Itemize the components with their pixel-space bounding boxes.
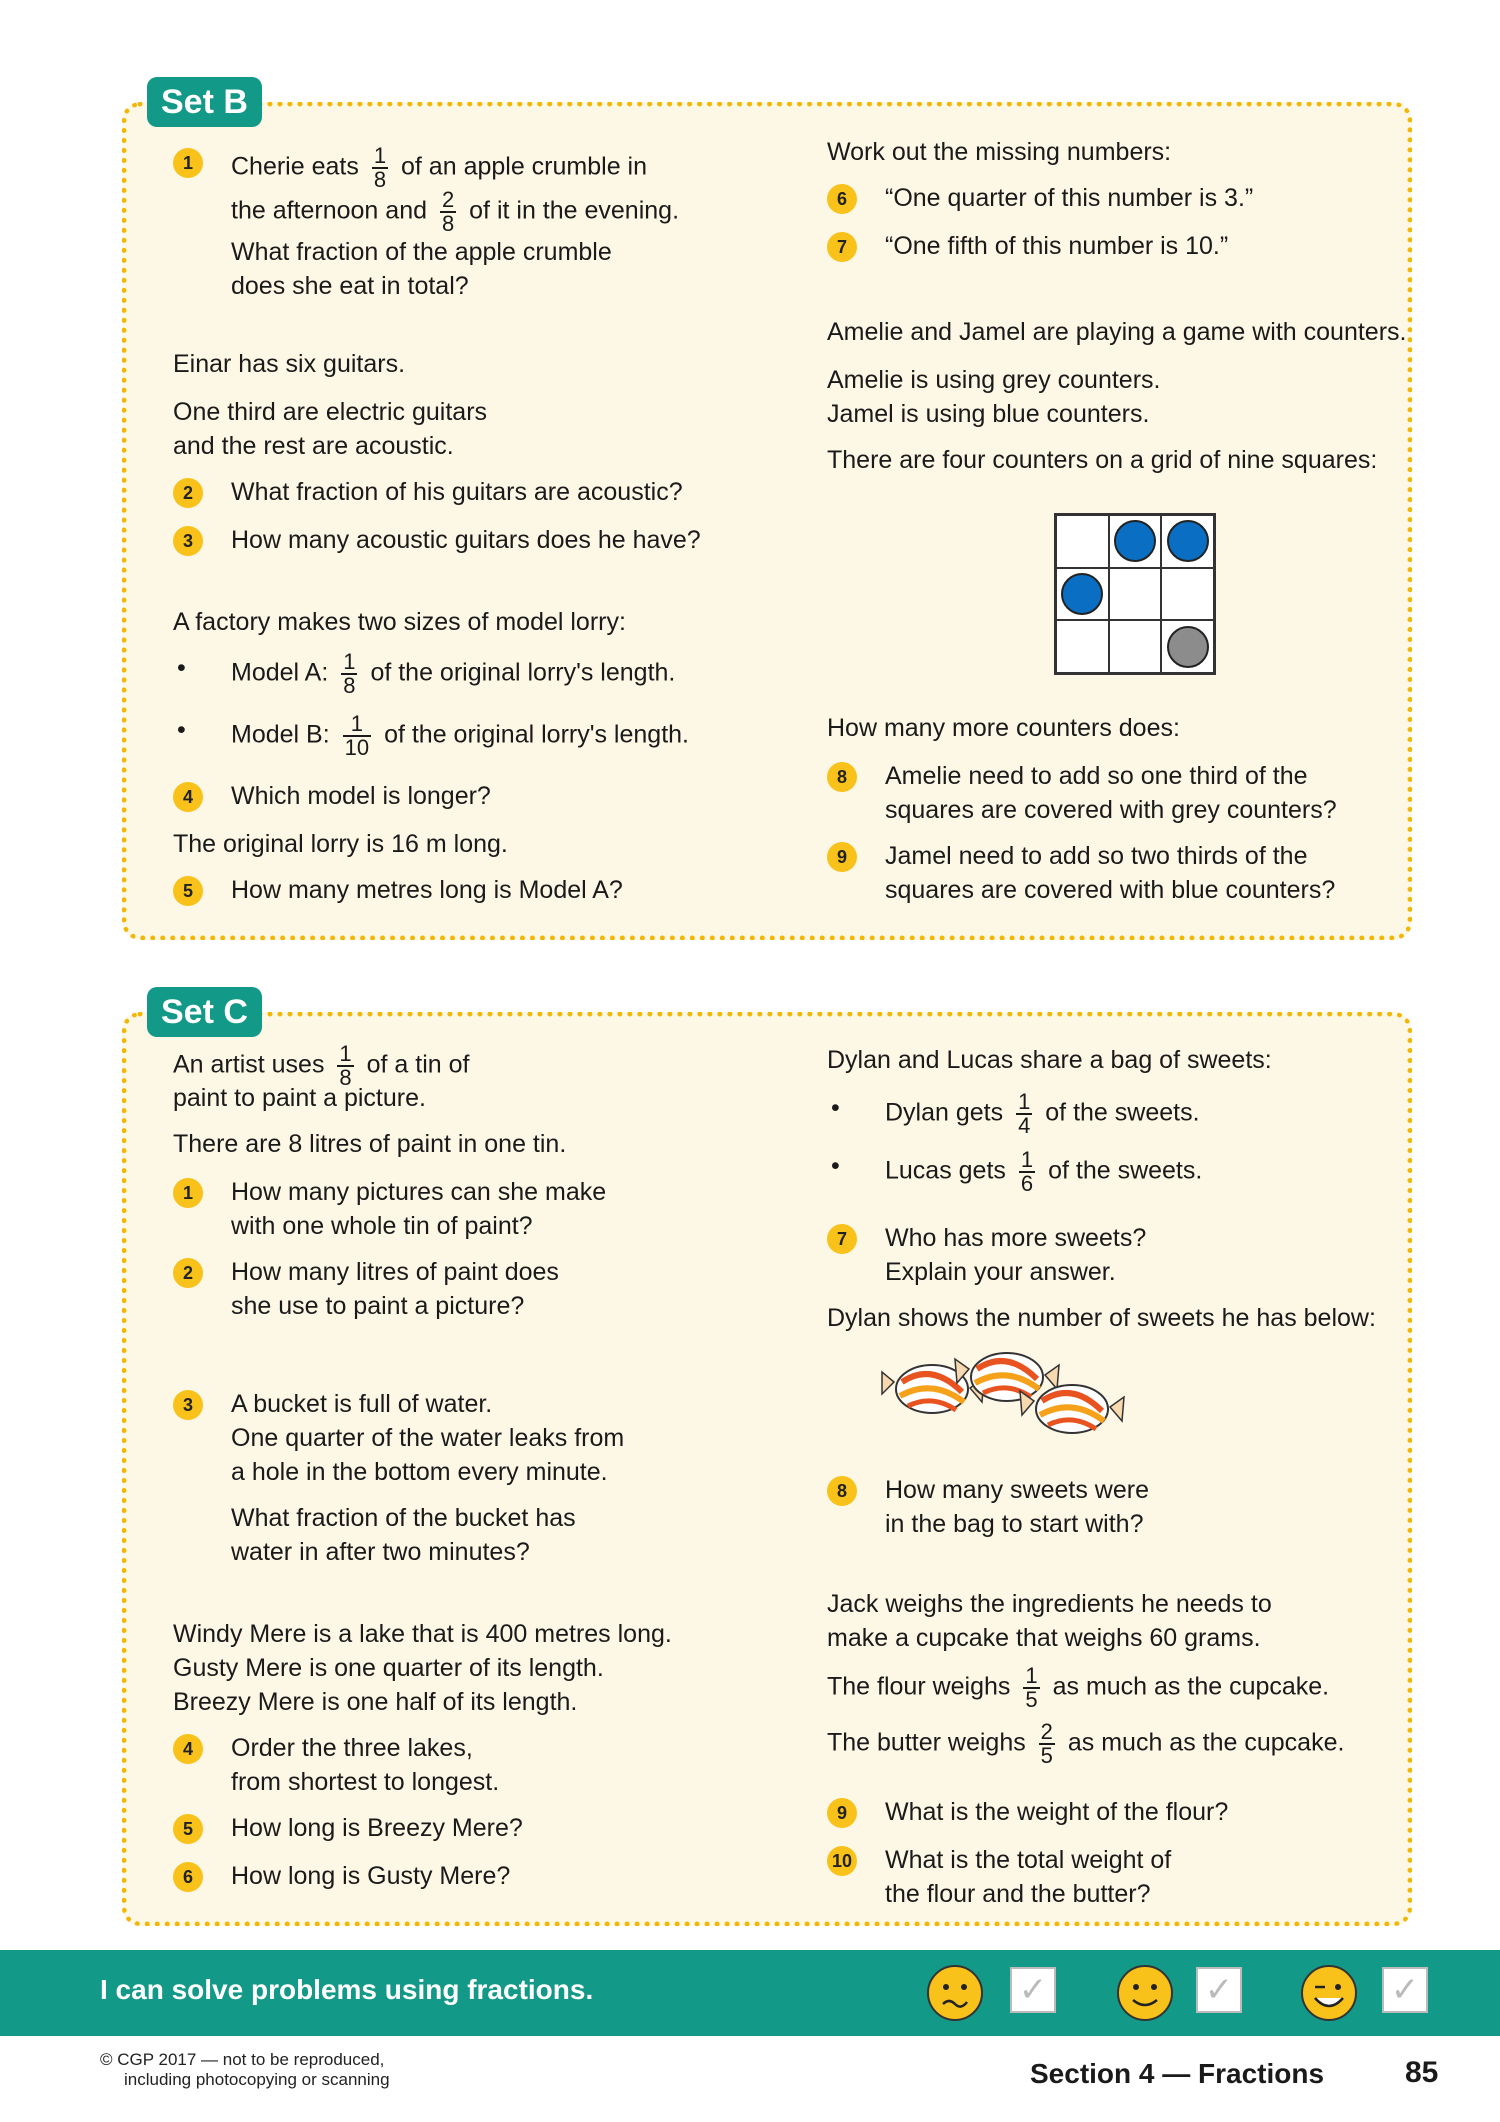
text: What is the total weight of bbox=[885, 1846, 1172, 1874]
set-c-q10 bbox=[827, 1843, 1407, 1877]
artist-litres: There are 8 litres of paint in one tin. bbox=[173, 1130, 567, 1158]
tick-box-confident[interactable] bbox=[1382, 1967, 1428, 2013]
set-b-q5 bbox=[173, 873, 773, 907]
text: of an apple crumble in bbox=[401, 152, 647, 181]
text: Dylan gets bbox=[885, 1098, 1004, 1127]
set-b-q8 bbox=[827, 759, 1407, 793]
section-title: Section 4 — Fractions bbox=[1030, 2058, 1325, 2089]
set-c-q3-line2: One quarter of the water leaks from bbox=[231, 1424, 625, 1452]
denominator: 5 bbox=[1040, 1743, 1053, 1768]
numerator: 1 bbox=[1025, 1663, 1038, 1688]
lorry-intro: A factory makes two sizes of model lorry: bbox=[173, 608, 626, 636]
grid-cell bbox=[1161, 620, 1214, 673]
set-b-q6 bbox=[827, 181, 1407, 215]
sweets-intro: Dylan and Lucas share a bag of sweets: bbox=[827, 1046, 1272, 1074]
set-c-right-column bbox=[827, 1017, 1407, 1921]
tick-icon: ✓ bbox=[1018, 1971, 1048, 2009]
text: What is the weight of the flour? bbox=[885, 1798, 1229, 1826]
question-number: 4 bbox=[173, 782, 203, 812]
grid-cell bbox=[1161, 515, 1214, 568]
text: of a tin of bbox=[366, 1050, 470, 1079]
jack-line2: make a cupcake that weighs 60 grams. bbox=[827, 1624, 1261, 1652]
numerator: 1 bbox=[343, 649, 356, 674]
jack-line1: Jack weighs the ingredients he needs to bbox=[827, 1590, 1272, 1618]
set-b-left-column bbox=[173, 107, 773, 935]
text: “One fifth of this number is 10.” bbox=[885, 232, 1229, 260]
set-b-q1-line2 bbox=[173, 189, 773, 235]
question-number: 1 bbox=[173, 1178, 203, 1208]
set-b-q9 bbox=[827, 839, 1407, 873]
guitars-intro: Einar has six guitars. bbox=[173, 350, 406, 378]
set-c-q2-line2: she use to paint a picture? bbox=[231, 1292, 525, 1320]
set-c-q4-line2: from shortest to longest. bbox=[231, 1768, 500, 1796]
text: Who has more sweets? bbox=[885, 1224, 1147, 1252]
set-b-q8-line2: squares are covered with grey counters? bbox=[885, 796, 1337, 824]
set-c-panel bbox=[122, 993, 1412, 1926]
set-b-q4 bbox=[173, 779, 773, 813]
dylan-shows: Dylan shows the number of sweets he has below: bbox=[827, 1304, 1376, 1332]
winking-face-icon[interactable] bbox=[1300, 1964, 1358, 2022]
set-c-q10-line2: the flour and the butter? bbox=[885, 1880, 1151, 1908]
text: of it in the evening. bbox=[469, 196, 680, 225]
text: The butter weighs bbox=[827, 1728, 1026, 1757]
how-many-more: How many more counters does: bbox=[827, 714, 1180, 742]
sweets-lucas bbox=[827, 1149, 1407, 1195]
question-number: 8 bbox=[827, 762, 857, 792]
sweets-dylan bbox=[827, 1091, 1407, 1137]
text: Order the three lakes, bbox=[231, 1734, 473, 1762]
set-c-q7 bbox=[827, 1221, 1407, 1255]
denominator: 5 bbox=[1025, 1687, 1038, 1712]
numerator: 1 bbox=[373, 143, 387, 168]
copyright-line2: including photocopying or scanning bbox=[124, 2070, 390, 2089]
flour-weighs bbox=[827, 1665, 1407, 1711]
question-number: 5 bbox=[173, 1814, 203, 1844]
self-assessment-bar bbox=[0, 1950, 1500, 2036]
tick-icon: ✓ bbox=[1204, 1971, 1234, 2009]
fraction bbox=[1019, 1149, 1035, 1195]
lorry-model-b bbox=[173, 713, 773, 759]
grid-cell bbox=[1109, 515, 1162, 568]
set-b-q9-line2: squares are covered with blue counters? bbox=[885, 876, 1336, 904]
question-number: 6 bbox=[173, 1862, 203, 1892]
text: Jamel need to add so two thirds of the bbox=[885, 842, 1308, 870]
bullet: • bbox=[831, 1152, 840, 1180]
artist-line2: paint to paint a picture. bbox=[173, 1084, 426, 1112]
set-c-q2 bbox=[173, 1255, 773, 1289]
set-b-q2 bbox=[173, 475, 773, 509]
set-c-q1 bbox=[173, 1175, 773, 1209]
set-b-label: Set B bbox=[147, 77, 262, 127]
set-c-q8 bbox=[827, 1473, 1407, 1507]
guitars-line2: and the rest are acoustic. bbox=[173, 432, 454, 460]
blue-counter bbox=[1114, 520, 1156, 562]
set-b-q1 bbox=[173, 145, 773, 191]
numerator: 1 bbox=[1020, 1147, 1034, 1172]
grid-cell bbox=[1161, 568, 1214, 621]
text: as much as the cupcake. bbox=[1067, 1728, 1345, 1757]
bullet: • bbox=[177, 716, 186, 744]
question-number: 2 bbox=[173, 478, 203, 508]
question-number: 6 bbox=[827, 184, 857, 214]
set-b-q1-line3: What fraction of the apple crumble bbox=[231, 238, 612, 266]
question-number: 3 bbox=[173, 526, 203, 556]
set-c-q3-line5: water in after two minutes? bbox=[231, 1538, 530, 1566]
text: A bucket is full of water. bbox=[231, 1390, 493, 1418]
sweets-illustration bbox=[877, 1347, 1137, 1447]
page-number: 85 bbox=[1405, 2056, 1439, 2089]
game-line4: There are four counters on a grid of nine squares: bbox=[827, 446, 1378, 474]
denominator: 8 bbox=[441, 211, 455, 236]
text: How long is Breezy Mere? bbox=[231, 1814, 523, 1842]
tick-box-unsure[interactable] bbox=[1010, 1967, 1056, 2013]
set-c-q3-line4: What fraction of the bucket has bbox=[231, 1504, 576, 1532]
game-line1: Amelie and Jamel are playing a game with counters. bbox=[827, 318, 1407, 346]
missing-numbers: Work out the missing numbers: bbox=[827, 138, 1172, 166]
text: “One quarter of this number is 3.” bbox=[885, 184, 1254, 212]
numerator: 1 bbox=[339, 1041, 352, 1066]
set-c-q9 bbox=[827, 1795, 1407, 1829]
set-c-q8-line2: in the bag to start with? bbox=[885, 1510, 1144, 1538]
text: How many litres of paint does bbox=[231, 1258, 559, 1286]
denominator: 6 bbox=[1020, 1171, 1034, 1196]
self-assessment-statement: I can solve problems using fractions. bbox=[100, 1974, 594, 2005]
numerator: 2 bbox=[441, 187, 455, 212]
butter-weighs bbox=[827, 1721, 1407, 1767]
fraction bbox=[1016, 1091, 1032, 1137]
set-c-q3 bbox=[173, 1387, 773, 1421]
fraction bbox=[1023, 1665, 1039, 1711]
game-line2: Amelie is using grey counters. bbox=[827, 366, 1161, 394]
text: Cherie eats bbox=[231, 152, 359, 181]
grid-cell bbox=[1056, 568, 1109, 621]
fraction bbox=[1039, 1721, 1055, 1767]
question-number: 2 bbox=[173, 1258, 203, 1288]
happy-face-icon[interactable] bbox=[1116, 1964, 1174, 2022]
text: How long is Gusty Mere? bbox=[231, 1862, 511, 1890]
lakes-line1: Windy Mere is a lake that is 400 metres long. bbox=[173, 1620, 672, 1648]
numerator: 1 bbox=[343, 713, 371, 737]
set-b-q7 bbox=[827, 229, 1407, 263]
text: How many pictures can she make bbox=[231, 1178, 607, 1206]
text: An artist uses bbox=[173, 1050, 325, 1079]
text: as much as the cupcake. bbox=[1052, 1672, 1330, 1701]
tick-icon: ✓ bbox=[1390, 1971, 1420, 2009]
text: the afternoon and bbox=[231, 196, 427, 225]
set-c-q3-line3: a hole in the bottom every minute. bbox=[231, 1458, 608, 1486]
text: Lucas gets bbox=[885, 1156, 1006, 1185]
set-c-left-column bbox=[173, 1017, 773, 1921]
question-number: 5 bbox=[173, 876, 203, 906]
numerator: 2 bbox=[1040, 1719, 1053, 1744]
text: What fraction of his guitars are acoustic? bbox=[231, 478, 683, 506]
question-number: 9 bbox=[827, 842, 857, 872]
denominator: 10 bbox=[344, 735, 370, 760]
lorry-model-a bbox=[173, 651, 773, 697]
blue-counter bbox=[1167, 520, 1209, 562]
question-number: 1 bbox=[173, 148, 203, 178]
text: of the original lorry's length. bbox=[370, 658, 676, 687]
denominator: 8 bbox=[339, 1065, 352, 1090]
tick-box-happy[interactable] bbox=[1196, 1967, 1242, 2013]
original-lorry: The original lorry is 16 m long. bbox=[173, 830, 508, 858]
set-b-right-column bbox=[827, 107, 1407, 935]
grid-cell bbox=[1109, 568, 1162, 621]
text: Model A: bbox=[231, 658, 329, 687]
set-c-q5 bbox=[173, 1811, 773, 1845]
lakes-line3: Breezy Mere is one half of its length. bbox=[173, 1688, 578, 1716]
fraction bbox=[343, 713, 371, 759]
bullet: • bbox=[831, 1094, 840, 1122]
question-number: 7 bbox=[827, 1224, 857, 1254]
text: of the sweets. bbox=[1048, 1156, 1203, 1185]
denominator: 8 bbox=[343, 673, 356, 698]
guitars-line1: One third are electric guitars bbox=[173, 398, 488, 426]
question-number: 3 bbox=[173, 1390, 203, 1420]
text: The flour weighs bbox=[827, 1672, 1011, 1701]
text: of the sweets. bbox=[1045, 1098, 1200, 1127]
fraction bbox=[372, 145, 388, 191]
lakes-line2: Gusty Mere is one quarter of its length. bbox=[173, 1654, 604, 1682]
set-c-q6 bbox=[173, 1859, 773, 1893]
text: Amelie need to add so one third of the bbox=[885, 762, 1308, 790]
text: How many acoustic guitars does he have? bbox=[231, 526, 701, 554]
text: How many sweets were bbox=[885, 1476, 1149, 1504]
text: of the original lorry's length. bbox=[384, 720, 689, 749]
denominator: 8 bbox=[373, 167, 387, 192]
set-b-panel bbox=[122, 83, 1412, 940]
numerator: 1 bbox=[1018, 1089, 1031, 1114]
text: Which model is longer? bbox=[231, 782, 491, 810]
copyright-line1: © CGP 2017 — not to be reproduced, bbox=[100, 2050, 385, 2069]
game-line3: Jamel is using blue counters. bbox=[827, 400, 1150, 428]
question-number: 9 bbox=[827, 1798, 857, 1828]
grid-cell bbox=[1056, 620, 1109, 673]
question-number: 10 bbox=[827, 1846, 857, 1876]
denominator: 4 bbox=[1018, 1113, 1031, 1138]
sweet-icon bbox=[882, 1365, 984, 1413]
text: Model B: bbox=[231, 720, 330, 749]
set-c-q7-line2: Explain your answer. bbox=[885, 1258, 1116, 1286]
set-b-q1-line4: does she eat in total? bbox=[231, 272, 469, 300]
text: How many metres long is Model A? bbox=[231, 876, 623, 904]
counter-grid bbox=[1054, 513, 1216, 675]
question-number: 8 bbox=[827, 1476, 857, 1506]
set-c-q4 bbox=[173, 1731, 773, 1765]
copyright-notice bbox=[100, 2050, 390, 2090]
fraction bbox=[440, 189, 456, 235]
grid-cell bbox=[1109, 620, 1162, 673]
unsure-face-icon[interactable] bbox=[926, 1964, 984, 2022]
blue-counter bbox=[1061, 573, 1103, 615]
question-number: 7 bbox=[827, 232, 857, 262]
grid-cell bbox=[1056, 515, 1109, 568]
set-c-q1-line2: with one whole tin of paint? bbox=[231, 1212, 533, 1240]
grey-counter bbox=[1167, 626, 1209, 668]
bullet: • bbox=[177, 654, 186, 682]
set-b-q3 bbox=[173, 523, 773, 557]
question-number: 4 bbox=[173, 1734, 203, 1764]
set-c-label: Set C bbox=[147, 987, 262, 1037]
fraction bbox=[341, 651, 357, 697]
